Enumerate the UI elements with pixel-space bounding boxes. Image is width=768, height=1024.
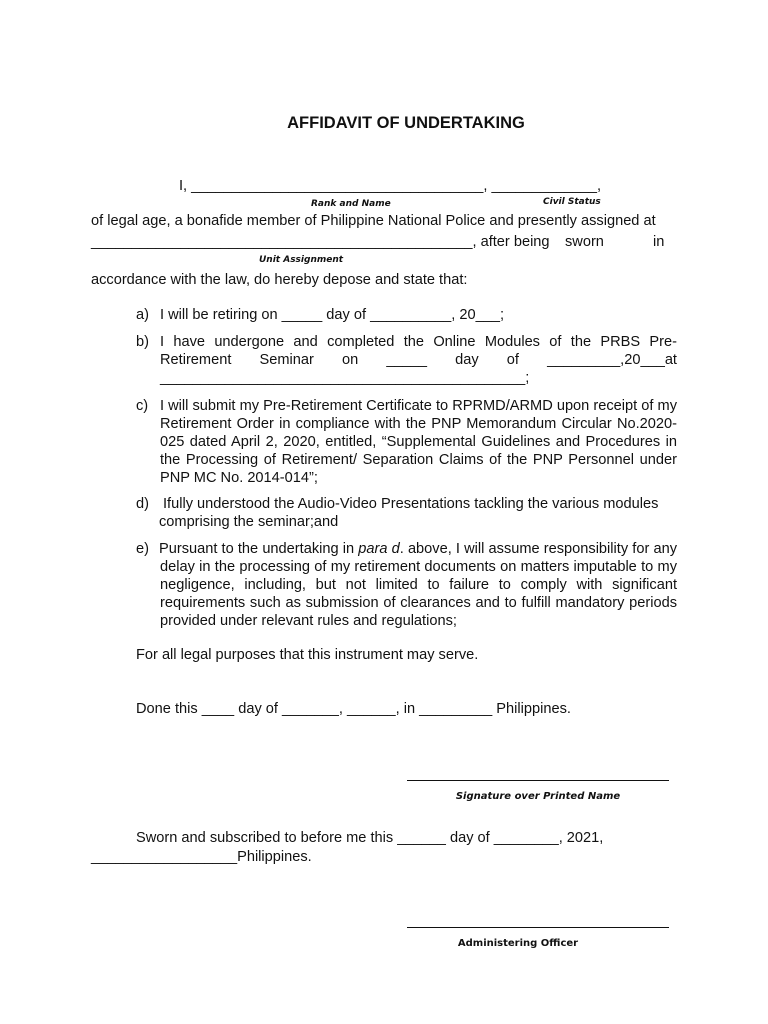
- intro-line-2: of legal age, a bonafide member of Philippine National Police and presently assigned at: [91, 213, 656, 229]
- intro-line-1: I, ____________________________________, _____________,: [179, 178, 602, 194]
- administering-officer-label: Administering Officer: [457, 938, 579, 949]
- rank-and-name-label: Rank and Name: [311, 199, 391, 209]
- intro-line-3: [91, 233, 665, 251]
- unit-assignment-label: Unit Assignment: [259, 255, 344, 265]
- officer-signature-line: [407, 927, 669, 928]
- item-a-text: I will be retiring on _____ day of __________, 20___;: [160, 307, 505, 323]
- item-d-letter: d): [136, 496, 149, 512]
- legal-purposes-line: For all legal purposes that this instrument may serve.: [136, 647, 479, 663]
- item-e-letter: e): [136, 541, 149, 557]
- item-b-line-2: Retirement Seminar on _____ day of _________,20___at: [160, 352, 677, 368]
- item-a-letter: a): [136, 307, 149, 323]
- intro-line-4: accordance with the law, do hereby depose and state that:: [91, 272, 468, 288]
- in-word: in: [653, 234, 665, 250]
- item-d-line-2: comprising the seminar;and: [159, 514, 339, 530]
- sworn-word: sworn: [565, 234, 604, 250]
- item-c-letter: c): [136, 398, 149, 414]
- done-this-line: Done this ____ day of _______, ______, in _________ Philippines.: [136, 701, 571, 717]
- signature-line: [407, 780, 669, 781]
- item-b-line-1: I have undergone and completed the Online Modules of the PRBS Pre-: [160, 334, 677, 350]
- item-b-line-3: _____________________________________________;: [160, 370, 530, 386]
- sworn-line-2: __________________Philippines.: [91, 849, 312, 865]
- document-title: AFFIDAVIT OF UNDERTAKING: [287, 114, 525, 132]
- para-d-reference: para d: [358, 541, 400, 557]
- civil-status-label: Civil Status: [543, 197, 601, 207]
- item-c-text: I will submit my Pre-Retirement Certificate to RPRMD/ARMD upon receipt of my Retirement Order in compliance with the PNP Memorandum Circular No.2020-025 dated April 2, 2020, entitled, “Supplemental Guidelines and Procedures in the Processing of Retirement/ Separation Claims of the PNP Personnel under PNP MC No. 2014-014”;: [160, 398, 677, 486]
- sworn-line-1: Sworn and subscribed to before me this ______ day of ________, 2021,: [136, 830, 604, 846]
- item-e-text: Pursuant to the undertaking in para d. above, I will assume responsibility for any delay in the processing of my retirement documents on matters imputable to my negligence, including, but not limited to failure to comply with significant requirements such as submission of clearances and to fulfill mandatory periods provided under relevant rules and regulations;: [159, 541, 677, 629]
- item-d-line-1: Ifully understood the Audio-Video Presentations tackling the various modules: [163, 496, 659, 512]
- signature-label: Signature over Printed Name: [455, 791, 621, 802]
- unit-assignment-blank: _______________________________________________, after being: [91, 234, 550, 250]
- item-b-letter: b): [136, 334, 149, 350]
